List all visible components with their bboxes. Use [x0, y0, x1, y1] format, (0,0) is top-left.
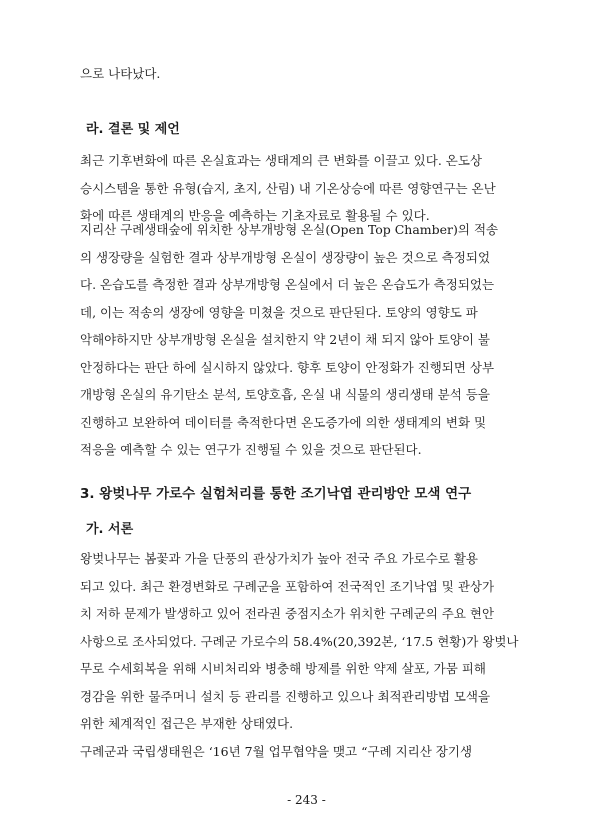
text-line: 무로 수세회복을 위해 시비처리와 병충해 방제를 위한 약제 살포, 가뭄 피해: [80, 661, 486, 676]
section-3-heading: 3. 왕벚나무 가로수 실험처리를 통한 조기낙엽 관리방안 모색 연구: [80, 486, 472, 502]
text-line: 치 저하 문제가 발생하고 있어 전라권 중점지소가 위치한 구례군의 주요 현안: [80, 606, 495, 621]
text-line: 사항으로 조사되었다. 구례군 가로수의 58.4%(20,392본, ‘17.5 현황)가 왕벚나: [80, 633, 519, 649]
introduction-paragraph-1: [80, 545, 536, 738]
text-line: 진행하고 보완하여 데이터를 축적한다면 온도증가에 의한 생태계의 변화 및: [80, 414, 487, 430]
intro-tail-paragraph: [80, 60, 536, 88]
text-line: 경감을 위한 물주머니 설치 등 관리를 진행하고 있으나 최적관리방법 모색을: [80, 688, 491, 704]
text-line: 구례군과 국립생태원은 ‘16년 7월 업무협약을 맺고 “구례 지리산 장기생: [80, 744, 473, 759]
text-line: 다. 온습도를 측정한 결과 상부개방형 온실에서 더 높은 온습도가 측정되었는: [80, 277, 495, 292]
text-line: 악해야하지만 상부개방형 온실을 설치한지 약 2년이 채 되지 않아 토양이 불: [80, 332, 490, 347]
text-line: 으로 나타났다.: [80, 66, 161, 81]
text-line: 최근 기후변화에 따른 온실효과는 생태계의 큰 변화를 이끌고 있다. 온도상: [80, 153, 482, 168]
text-line: 화에 따른 생태계의 반응을 예측하는 기초자료로 활용될 수 있다.: [80, 208, 430, 223]
text-line: 안정하다는 판단 하에 실시하지 않았다. 향후 토양이 안정화가 진행되면 상부: [80, 359, 495, 375]
text-line: 개방형 온실의 유기탄소 분석, 토양호흡, 온실 내 식물의 생리생태 분석 등을: [80, 387, 490, 402]
introduction-paragraph-2: [80, 738, 536, 766]
conclusion-paragraph-2: [80, 216, 536, 464]
introduction-heading: 가. 서론: [86, 522, 134, 537]
text-line: 왕벚나무는 봄꽃과 가을 단풍의 관상가치가 높아 전국 주요 가로수로 활용: [80, 551, 479, 566]
text-line: 승시스템을 통한 유형(습지, 초지, 산림) 내 기온상승에 따른 영향연구는 온난: [80, 180, 496, 196]
section-ra-heading: 라. 결론 및 제언: [86, 122, 180, 137]
page-number: - 243 -: [287, 793, 326, 807]
text-line: 의 생장량을 실험한 결과 상부개방형 온실이 생장량이 높은 것으로 측정되었: [80, 249, 491, 265]
text-line: 적응을 예측할 수 있는 연구가 진행될 수 있을 것으로 판단된다.: [80, 442, 422, 457]
text-line: 위한 체계적인 접근은 부재한 상태였다.: [80, 716, 294, 731]
text-line: 지리산 구례생태숲에 위치한 상부개방형 온실(Open Top Chamber)의 적송: [80, 222, 499, 237]
text-line: 되고 있다. 최근 환경변화로 구례군을 포함하여 전국적인 조기낙엽 및 관상가: [80, 578, 495, 594]
text-line: 데, 이는 적송의 생장에 영향을 미쳤을 것으로 판단된다. 토양의 영향도 파: [80, 304, 478, 320]
